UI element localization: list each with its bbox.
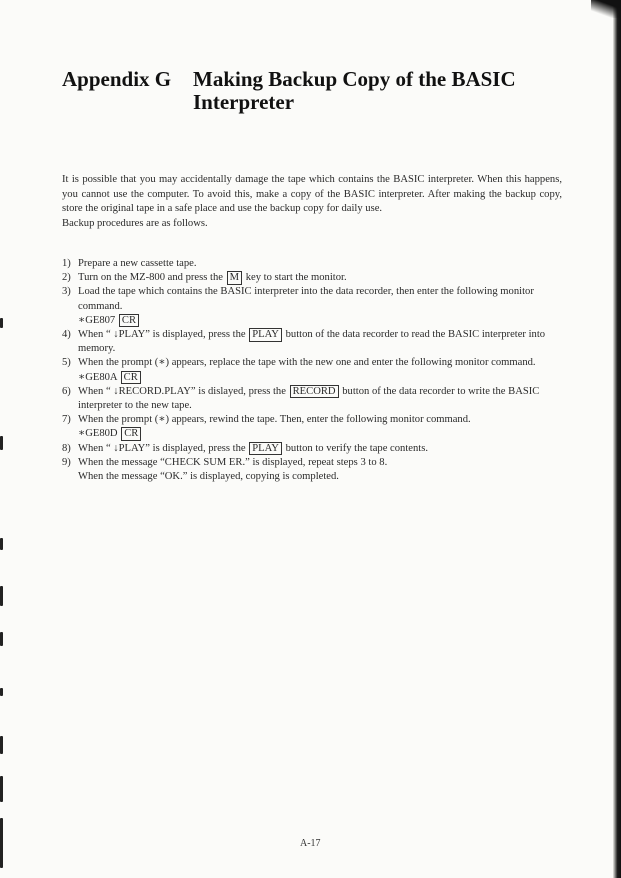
- step-number: 1): [62, 258, 71, 269]
- step-number: 4): [62, 329, 71, 341]
- monitor-command: [78, 371, 562, 385]
- step-text: When the message “OK.” is displayed, copying is completed.: [78, 471, 339, 483]
- monitor-command: [78, 314, 562, 328]
- step-5: [62, 356, 562, 384]
- step-number: 8): [62, 442, 71, 454]
- procedures-line: Backup procedures are as follows.: [62, 217, 208, 229]
- step-2: [62, 271, 562, 285]
- appendix-label: Appendix G: [62, 67, 172, 91]
- step-text: When the prompt (∗) appears, rewind the tape. Then, enter the following monitor command.: [78, 414, 471, 426]
- step-number: 5): [62, 357, 71, 369]
- intro-section: [62, 173, 562, 231]
- step-text: button to verify the tape contents.: [285, 442, 429, 454]
- key-record: RECORD: [290, 385, 339, 399]
- step-text: Turn on the MZ-800 and press the: [78, 272, 223, 284]
- step-text: When “ ↓PLAY” is displayed, press the: [78, 442, 246, 454]
- step-4: [62, 328, 562, 356]
- step-number: 7): [62, 414, 71, 426]
- step-text: Load the tape which contains the BASIC interpreter into the data recorder, then enter the following monitor command.: [78, 286, 534, 312]
- command-text: ∗GE807: [78, 314, 116, 326]
- step-text: When the prompt (∗) appears, replace the tape with the new one and enter the following monitor command.: [78, 357, 536, 369]
- intro-paragraph: It is possible that you may accidentally damage the tape which contains the BASIC interpreter. When this happens, you cannot use the computer. To avoid this, make a copy of the BASIC interpreter. After making the backup copy, store the original tape in a safe place and use the backup copy for daily use.: [62, 174, 562, 215]
- step-9: [62, 456, 562, 484]
- step-3: [62, 285, 562, 328]
- page-number: A-17: [300, 838, 321, 849]
- key-play: PLAY: [249, 442, 282, 456]
- corner-shadow: [591, 0, 621, 18]
- step-text: key to start the monitor.: [245, 272, 347, 284]
- step-7: [62, 413, 562, 441]
- step-text: button of the data recorder to write the BASIC interpreter to the new tape.: [78, 385, 540, 412]
- command-text: ∗GE80D: [78, 428, 118, 440]
- step-text: When “ ↓RECORD.PLAY” is dislayed, press the: [78, 385, 286, 397]
- step-6: [62, 385, 562, 413]
- key-play: PLAY: [249, 328, 282, 342]
- step-number: 6): [62, 385, 71, 397]
- step-text: When the message “CHECK SUM ER.” is displayed, repeat steps 3 to 8.: [78, 456, 388, 468]
- appendix-title: Making Backup Copy of the BASIC Interpreter: [193, 67, 516, 114]
- step-number: 3): [62, 286, 71, 298]
- step-text: When “ ↓PLAY” is displayed, press the: [78, 329, 246, 341]
- step-text: Prepare a new cassette tape.: [78, 258, 197, 269]
- step-8: [62, 442, 562, 456]
- backup-steps-list: [62, 257, 562, 484]
- monitor-command: [78, 427, 562, 441]
- key-cr: CR: [119, 314, 139, 328]
- left-edge-binding-marks: [0, 0, 6, 878]
- step-number: 9): [62, 456, 71, 468]
- step-text: button of the data recorder to read the BASIC interpreter into memory.: [78, 329, 546, 355]
- key-cr: CR: [121, 427, 141, 441]
- step-number: 2): [62, 272, 71, 284]
- key-cr: CR: [121, 371, 141, 385]
- step-1: [62, 257, 562, 271]
- page-edge-shadow: [613, 0, 621, 878]
- key-m: M: [227, 271, 242, 285]
- command-text: ∗GE80A: [78, 371, 117, 383]
